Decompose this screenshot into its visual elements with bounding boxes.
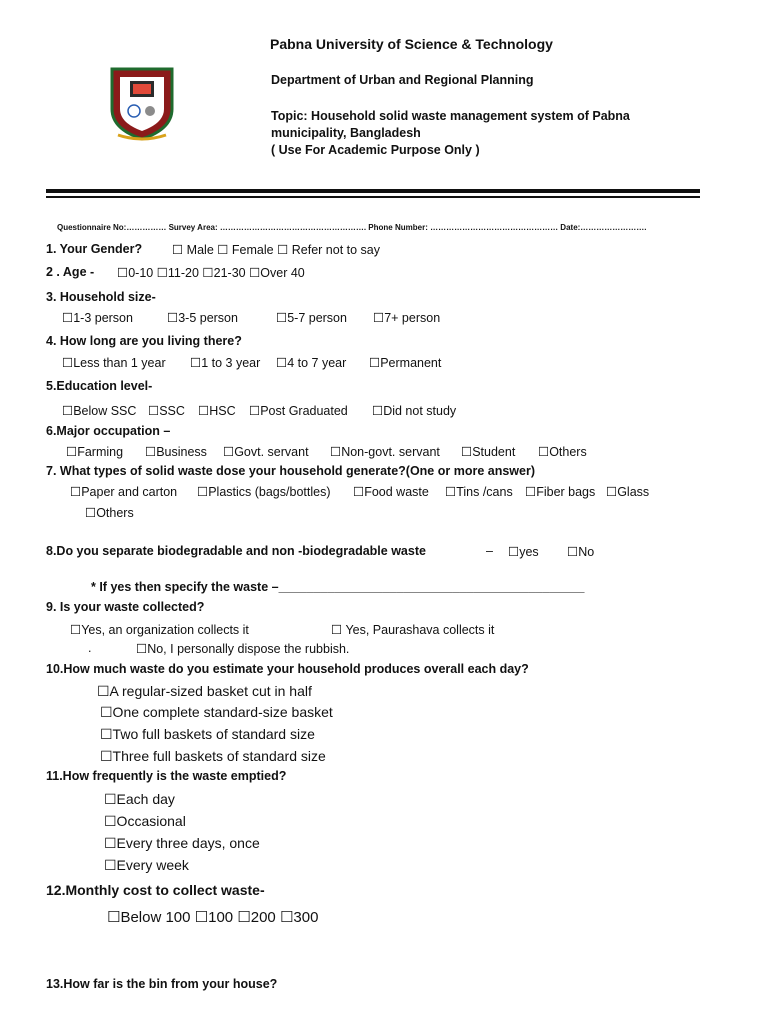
q4-option-1[interactable]: ☐Less than 1 year <box>62 356 166 370</box>
q4-option-2[interactable]: ☐1 to 3 year <box>190 356 261 370</box>
q7-option-5[interactable]: ☐Fiber bags <box>525 485 596 499</box>
q5-option-4[interactable]: ☐Post Graduated <box>249 404 348 418</box>
q10-option-3[interactable]: ☐Two full baskets of standard size <box>100 726 315 742</box>
q4-label: 4. How long are you living there? <box>46 334 242 348</box>
q3-option-1[interactable]: ☐1-3 person <box>62 311 133 325</box>
q6-option-1[interactable]: ☐Farming <box>66 445 124 459</box>
q7-option-6[interactable]: ☐Glass <box>606 485 650 499</box>
header-divider-thin <box>46 196 700 198</box>
q1-options[interactable]: ☐ Male ☐ Female ☐ Refer not to say <box>172 243 380 257</box>
q2-options[interactable]: ☐0-10 ☐11-20 ☐21-30 ☐Over 40 <box>117 266 305 280</box>
q9-option-1[interactable]: ☐Yes, an organization collects it <box>70 623 249 637</box>
questionnaire-meta-line: Questionnaire No:…………… Survey Area: ………………………………………………. Phone Number: ………………………………………… Date:……………………. <box>57 223 647 232</box>
q3-option-2[interactable]: ☐3-5 person <box>167 311 238 325</box>
q7-option-2[interactable]: ☐Plastics (bags/bottles) <box>197 485 331 499</box>
q11-option-2[interactable]: ☐Occasional <box>104 813 186 829</box>
q2-label: 2 . Age - <box>46 265 95 279</box>
q4-option-4[interactable]: ☐Permanent <box>369 356 442 370</box>
university-title: Pabna University of Science & Technology <box>270 36 553 52</box>
q7-option-3[interactable]: ☐Food waste <box>353 485 429 499</box>
university-seal-icon <box>108 65 176 141</box>
q6-label: 6.Major occupation – <box>46 424 171 438</box>
q10-label: 10.How much waste do you estimate your household produces overall each day? <box>46 662 529 676</box>
q8-option-no[interactable]: ☐No <box>567 545 595 559</box>
q10-option-2[interactable]: ☐One complete standard-size basket <box>100 704 333 720</box>
q10-option-1[interactable]: ☐A regular-sized basket cut in half <box>97 683 312 699</box>
q8-label: 8.Do you separate biodegradable and non -biodegradable waste <box>46 544 426 558</box>
q5-option-2[interactable]: ☐SSC <box>148 404 185 418</box>
q11-option-4[interactable]: ☐Every week <box>104 857 189 873</box>
q9-dot: . <box>88 641 92 655</box>
q11-option-1[interactable]: ☐Each day <box>104 791 175 807</box>
q8-option-yes[interactable]: ☐yes <box>508 545 539 559</box>
q7-option-1[interactable]: ☐Paper and carton <box>70 485 178 499</box>
q6-option-4[interactable]: ☐Non-govt. servant <box>330 445 440 459</box>
q11-option-3[interactable]: ☐Every three days, once <box>104 835 260 851</box>
q9-label: 9. Is your waste collected? <box>46 600 205 614</box>
q6-option-2[interactable]: ☐Business <box>145 445 207 459</box>
q7-option-7[interactable]: ☐Others <box>85 506 134 520</box>
q5-option-3[interactable]: ☐HSC <box>198 404 236 418</box>
q12-options[interactable]: ☐Below 100 ☐100 ☐200 ☐300 <box>107 909 319 926</box>
q3-label: 3. Household size- <box>46 290 156 304</box>
q7-option-4[interactable]: ☐Tins /cans <box>445 485 513 499</box>
department-name: Department of Urban and Regional Planning <box>271 73 534 87</box>
topic-line-2: municipality, Bangladesh <box>271 126 421 140</box>
topic-line-3: ( Use For Academic Purpose Only ) <box>271 143 480 157</box>
header-divider-thick <box>46 189 700 193</box>
topic-line-1: Topic: Household solid waste management system of Pabna <box>271 109 630 123</box>
q12-label: 12.Monthly cost to collect waste- <box>46 882 265 898</box>
q9-option-3[interactable]: ☐No, I personally dispose the rubbish. <box>136 642 350 656</box>
q6-option-5[interactable]: ☐Student <box>461 445 516 459</box>
q5-label: 5.Education level- <box>46 379 153 393</box>
q6-option-6[interactable]: ☐Others <box>538 445 587 459</box>
q3-option-4[interactable]: ☐7+ person <box>373 311 441 325</box>
q7-label: 7. What types of solid waste dose your household generate?(One or more answer) <box>46 464 535 478</box>
q8-followup-field[interactable]: * If yes then specify the waste –____________________________________________ <box>91 580 585 594</box>
q6-option-3[interactable]: ☐Govt. servant <box>223 445 309 459</box>
q9-option-2[interactable]: ☐ Yes, Paurashava collects it <box>331 623 495 637</box>
q11-label: 11.How frequently is the waste emptied? <box>46 769 287 783</box>
q5-option-1[interactable]: ☐Below SSC <box>62 404 137 418</box>
q4-option-3[interactable]: ☐4 to 7 year <box>276 356 347 370</box>
q13-label: 13.How far is the bin from your house? <box>46 977 278 991</box>
q8-dash: – <box>486 544 493 558</box>
q10-option-4[interactable]: ☐Three full baskets of standard size <box>100 748 326 764</box>
q3-option-3[interactable]: ☐5-7 person <box>276 311 347 325</box>
topic-block <box>271 108 681 159</box>
q1-label: 1. Your Gender? <box>46 242 143 256</box>
q5-option-5[interactable]: ☐Did not study <box>372 404 457 418</box>
